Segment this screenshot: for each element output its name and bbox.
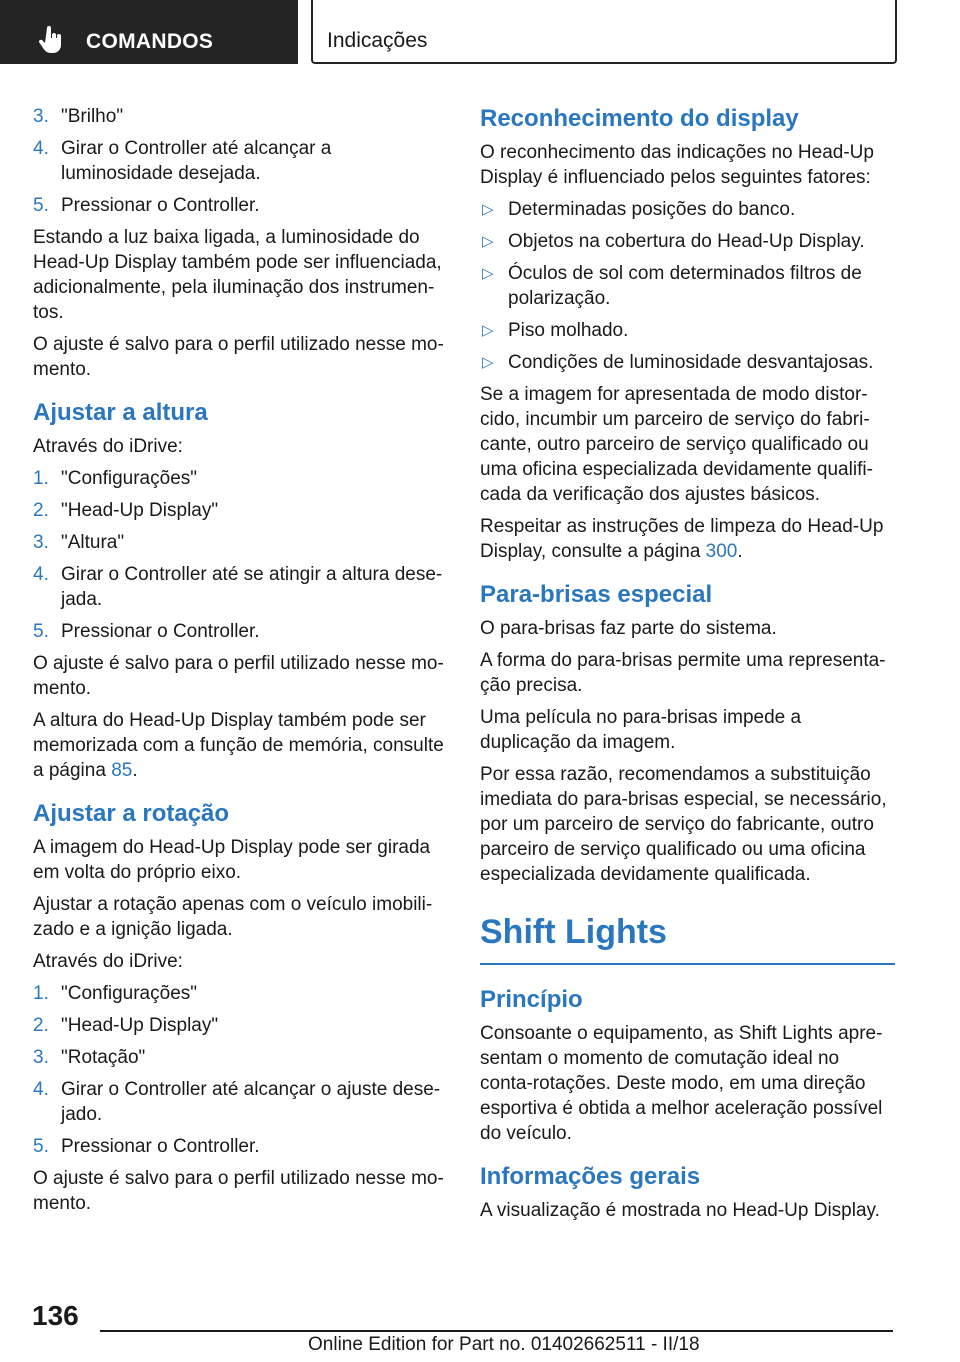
right-column: [480, 104, 895, 1230]
chapter-title: COMANDOS: [86, 30, 214, 53]
paragraph: Consoante o equipamento, as Shift Lights apre-sentam o momento de comutação ideal no conta-rotações. Deste modo, em uma direção esportiva é obtida a melhor aceleração possível do veículo.: [480, 1023, 883, 1144]
heading-para-brisas: Para-brisas especial: [480, 581, 713, 608]
page-link-300[interactable]: 300: [705, 541, 738, 562]
left-column: [33, 104, 448, 1223]
paragraph: Se a imagem for apresentada de modo distor-cido, incumbir um parceiro de serviço do fabri-cante, outro parceiro de serviço qualificado ou uma oficina especializada devidamente qualifi-cada da verificação dos ajustes básicos.: [480, 384, 873, 505]
list-item: [480, 318, 895, 343]
section-tab: [311, 0, 897, 64]
edition-note: Online Edition for Part no. 01402662511 - II/18: [308, 1334, 700, 1355]
paragraph-text: .: [737, 541, 743, 562]
brightness-steps: [33, 104, 448, 218]
paragraph: A visualização é mostrada no Head-Up Display.: [480, 1200, 880, 1221]
paragraph: Através do iDrive:: [33, 951, 183, 972]
step-number: 5.: [33, 621, 49, 642]
step-text: Pressionar o Controller.: [61, 195, 260, 216]
page-number: 136: [32, 1300, 79, 1331]
list-item-text: Condições de luminosidade desvantajosas.: [508, 352, 874, 373]
step-number: 3.: [33, 532, 49, 553]
triangle-bullet-icon: ▷: [482, 265, 494, 282]
list-item: [480, 229, 895, 254]
step-number: 2.: [33, 1015, 49, 1036]
list-item: [33, 466, 448, 491]
list-item-text: Determinadas posições do banco.: [508, 199, 796, 220]
paragraph: O ajuste é salvo para o perfil utilizado nesse mo-mento.: [33, 334, 444, 380]
step-text: Girar o Controller até alcançar o ajuste dese-jado.: [61, 1079, 441, 1125]
factor-list: [480, 197, 895, 375]
step-number: 2.: [33, 500, 49, 521]
list-item: [33, 104, 448, 129]
step-text: Girar o Controller até alcançar a luminosidade desejada.: [61, 138, 332, 184]
step-text: "Configurações": [61, 468, 198, 489]
rotation-steps: [33, 981, 448, 1159]
heading-informacoes-gerais: Informações gerais: [480, 1163, 701, 1190]
step-text: "Configurações": [61, 983, 198, 1004]
paragraph: Por essa razão, recomendamos a substituição imediata do para-brisas especial, se necessário, por um parceiro de serviço do fabricante, outro parceiro de serviço qualificado ou uma oficina especializada devidamente qualificada.: [480, 764, 887, 885]
paragraph: Ajustar a rotação apenas com o veículo imobili-zado e a ignição ligada.: [33, 894, 433, 940]
triangle-bullet-icon: ▷: [482, 322, 494, 339]
step-number: 5.: [33, 1136, 49, 1157]
step-text: "Head-Up Display": [61, 500, 219, 521]
list-item-text: Piso molhado.: [508, 320, 629, 341]
section-title: Indicações: [327, 29, 428, 52]
paragraph: A forma do para-brisas permite uma representa-ção precisa.: [480, 650, 886, 696]
page-link-85[interactable]: 85: [111, 760, 133, 781]
paragraph: O para-brisas faz parte do sistema.: [480, 618, 777, 639]
heading-principio: Princípio: [480, 986, 583, 1013]
step-number: 3.: [33, 106, 49, 127]
paragraph-text: Respeitar as instruções de limpeza do Head-Up Display, consulte a página: [480, 516, 884, 562]
step-text: "Altura": [61, 532, 125, 553]
chapter-tab: [0, 0, 298, 64]
list-item: [33, 1013, 448, 1038]
list-item: [33, 193, 448, 218]
step-text: Pressionar o Controller.: [61, 1136, 260, 1157]
list-item-text: Óculos de sol com determinados filtros de polarização.: [508, 263, 862, 309]
paragraph: [480, 514, 895, 564]
list-item-text: Objetos na cobertura do Head-Up Display.: [508, 231, 865, 252]
height-steps: [33, 466, 448, 644]
paragraph-text: A altura do Head-Up Display também pode ser memorizada com a função de memória, consulte a página: [33, 710, 444, 781]
step-text: Girar o Controller até se atingir a altura dese-jada.: [61, 564, 443, 610]
step-number: 4.: [33, 138, 49, 159]
page-header: [0, 0, 960, 66]
triangle-bullet-icon: ▷: [482, 201, 494, 218]
paragraph: O ajuste é salvo para o perfil utilizado nesse mo-mento.: [33, 653, 444, 699]
step-text: "Head-Up Display": [61, 1015, 219, 1036]
list-item: [33, 136, 448, 186]
list-item: [33, 1077, 448, 1127]
paragraph: A imagem do Head-Up Display pode ser girada em volta do próprio eixo.: [33, 837, 431, 883]
list-item: [33, 1045, 448, 1070]
step-number: 4.: [33, 1079, 49, 1100]
step-number: 1.: [33, 983, 49, 1004]
footer-divider: [100, 1330, 893, 1332]
step-text: "Brilho": [61, 106, 124, 127]
heading-ajustar-rotacao: Ajustar a rotação: [33, 800, 230, 827]
list-item: [480, 261, 895, 311]
step-text: Pressionar o Controller.: [61, 621, 260, 642]
list-item: [33, 619, 448, 644]
step-number: 1.: [33, 468, 49, 489]
list-item: [33, 498, 448, 523]
heading-ajustar-altura: Ajustar a altura: [33, 399, 208, 426]
triangle-bullet-icon: ▷: [482, 354, 494, 371]
step-number: 5.: [33, 195, 49, 216]
paragraph: [33, 708, 448, 783]
touch-hand-icon: [38, 26, 64, 54]
heading-reconhecimento: Reconhecimento do display: [480, 105, 799, 132]
paragraph: O ajuste é salvo para o perfil utilizado nesse mo-mento.: [33, 1168, 444, 1214]
step-number: 3.: [33, 1047, 49, 1068]
paragraph: Através do iDrive:: [33, 436, 183, 457]
paragraph: Uma película no para-brisas impede a duplicação da imagem.: [480, 707, 802, 753]
paragraph-text: .: [132, 760, 138, 781]
triangle-bullet-icon: ▷: [482, 233, 494, 250]
list-item: [33, 530, 448, 555]
list-item: [480, 197, 895, 222]
list-item: [33, 1134, 448, 1159]
step-number: 4.: [33, 564, 49, 585]
paragraph: Estando a luz baixa ligada, a luminosidade do Head-Up Display também pode ser influenciada, adicionalmente, pela iluminação dos instrumen-tos.: [33, 227, 442, 323]
list-item: [33, 562, 448, 612]
heading-shift-lights: Shift Lights: [480, 911, 895, 965]
step-text: "Rotação": [61, 1047, 146, 1068]
list-item: [33, 981, 448, 1006]
list-item: [480, 350, 895, 375]
paragraph: O reconhecimento das indicações no Head-Up Display é influenciado pelos seguintes fatores:: [480, 142, 874, 188]
